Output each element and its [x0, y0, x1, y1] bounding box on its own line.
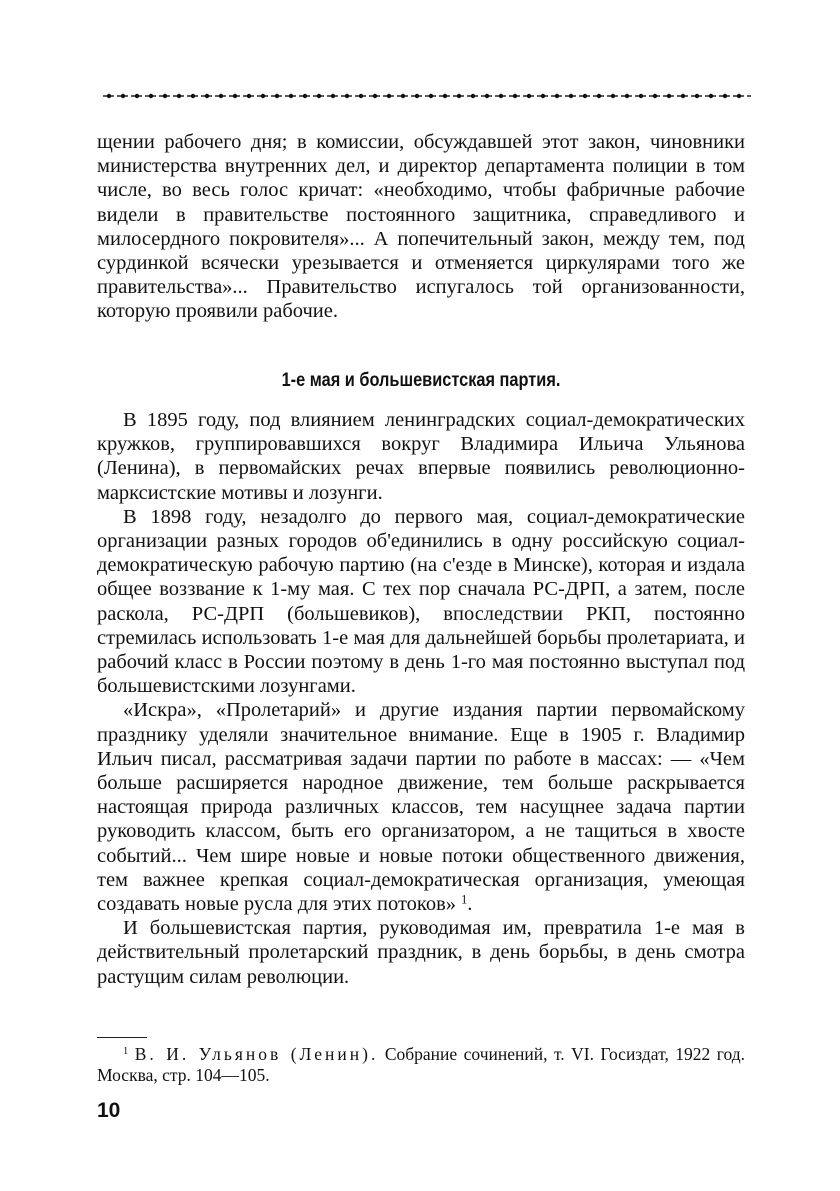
ornament-dot [653, 94, 657, 98]
ornament-dot [331, 94, 335, 98]
ornament-dot [107, 94, 111, 98]
ornament-dot [121, 94, 125, 98]
ornament-dot [177, 94, 181, 98]
page-number: 10 [97, 1099, 121, 1122]
ornament-dot [471, 94, 475, 98]
footnote-author: В. И. Ульянов (Ленин). [134, 1044, 379, 1064]
ornament-dot [695, 94, 699, 98]
paragraph-4: И большевистская партия, руководимая им, превратила 1-е мая в действительный пролетарский праздник, в день борьбы, в день смотра растущим силам революции. [97, 917, 745, 988]
ornament-dot [513, 94, 517, 98]
ornament-dot [527, 94, 531, 98]
ornament-dot [275, 94, 279, 98]
paragraph-1: В 1895 году, под влиянием ленинградских социал-демократических кружков, группировавшихся вокруг Владимира Ильича Ульянова (Ленина), в первомайских речах впервые появились революционно-марксистские мотивы и лозунги. [97, 409, 745, 504]
decorative-rule [103, 92, 753, 100]
section-heading: 1-е мая и большевистская партия. [281, 370, 561, 391]
ornament-dot [289, 94, 293, 98]
ornament-dot [499, 94, 503, 98]
ornament-dot [163, 94, 167, 98]
ornament-dot [457, 94, 461, 98]
ornament-dot [569, 94, 573, 98]
footnote-marker: 1 [123, 1046, 129, 1058]
ornament-dot [401, 94, 405, 98]
ornament-dot [709, 94, 713, 98]
ornament-dot [681, 94, 685, 98]
ornament-dot [639, 94, 643, 98]
ornament-dot [625, 94, 629, 98]
continuation-text: щении рабочего дня; в комиссии, обсуждавшей этот закон, чиновники министерства внутренних дел, и директор департамента полиции в том числе, во весь голос кричат: «необходимо, чтобы фабричные рабочие видели в правительстве постоянного защитника, справедливого и милосердного покровителя»... А попечительный закон, между тем, под сурдинкой всячески урезывается и отменяется циркулярами того же правительства»... Правительство испугалось той организованности, которую проявили рабочие. [97, 131, 745, 323]
footnote [97, 1044, 745, 1086]
ornament-dot [191, 94, 195, 98]
ornament-dot [135, 94, 139, 98]
ornament-dot [345, 94, 349, 98]
ornament-dot [541, 94, 545, 98]
ornament-dot [317, 94, 321, 98]
footnote-reference: 1 [461, 892, 468, 907]
ornament-dot [359, 94, 363, 98]
footnote-text: Собрание сочинений, т. VI. Госиздат, 1922 год. Москва, стр. 104—105. [97, 1044, 746, 1085]
paragraph-3: «Искра», «Пролетарий» и другие издания партии первомайскому празднику уделяли значительное внимание. Еще в 1905 г. Владимир Ильич писал, рассматривая задачи партии по работе в массах: — «Чем больше расширяется народное движение, тем больше раскрывается настоящая природа различных классов, тем насущнее задача партии руководить классом, быть его организатором, а не тащиться в хвосте событий... Чем шире новые и новые потоки общественного движения, тем важнее крепкая социал-демократическая организация, умеющая создавать новые русла для этих потоков» $^1$. [97, 699, 745, 916]
ornament-dot [415, 94, 419, 98]
continuation-paragraph [97, 130, 745, 324]
paragraph-2: В 1898 году, незадолго до первого мая, социал-демократические организации разных городов об'единились в одну российскую социал-демократическую рабочую партию (на с'езде в Минске), которая и издала общее воззвание к 1-му мая. С тех пор сначала РС-ДРП, а затем, после раскола, РС-ДРП (большевиков), впоследствии РКП, постоянно стремилась использовать 1-е мая для дальнейшей борьбы пролетариата, и рабочий класс в России поэтому в день 1-го мая постоянно выступал под большевистскими лозунгами. [97, 505, 745, 698]
ornament-dot [261, 94, 265, 98]
ornament-dot [233, 94, 237, 98]
ornament-dot [247, 94, 251, 98]
ornament-dot [149, 94, 153, 98]
section-body [97, 408, 745, 989]
ornament-dot [485, 94, 489, 98]
ornament-dot [205, 94, 209, 98]
ornament-dot [443, 94, 447, 98]
ornament-dot [219, 94, 223, 98]
ornament-dot [667, 94, 671, 98]
ornament-dot [737, 94, 741, 98]
ornament-dot [723, 94, 727, 98]
ornament-dot [429, 94, 433, 98]
ornament-dot [303, 94, 307, 98]
ornament-dot [373, 94, 377, 98]
ornament-dot [597, 94, 601, 98]
ornament-dot [555, 94, 559, 98]
ornament-dot [583, 94, 587, 98]
footnote-divider [97, 1037, 147, 1038]
paragraph-3-text: «Искра», «Пролетарий» и другие издания партии первомайскому празднику уделяли значительное внимание. Еще в 1905 г. Владимир Ильич писал, рассматривая задачи партии по работе в массах: — «Чем больше расширяется народное движение, тем больше раскрывается настоящая природа различных классов, тем насущнее задача партии руководить классом, быть его организатором, а не тащиться в хвосте событий... Чем шире новые и новые потоки общественного движения, тем важнее крепкая социал-демократическая организация, умеющая создавать новые русла для этих потоков» [97, 699, 745, 916]
ornament-dot [387, 94, 391, 98]
ornament-dot [611, 94, 615, 98]
